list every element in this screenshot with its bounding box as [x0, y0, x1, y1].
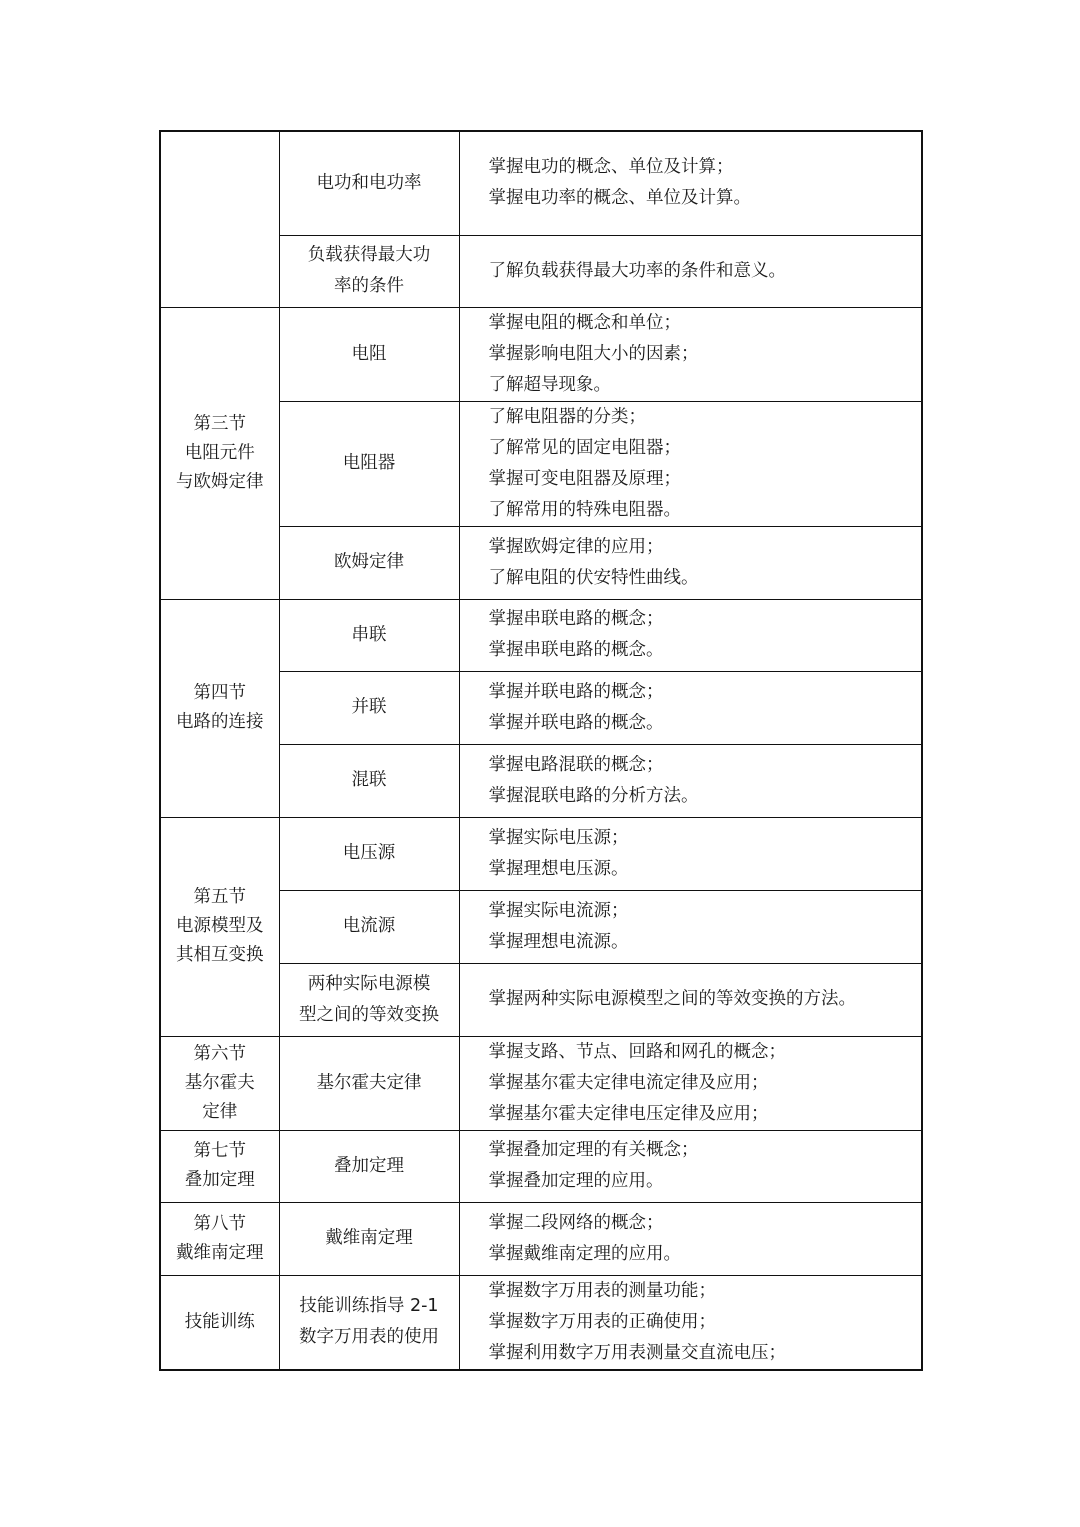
topic-cell [279, 1036, 459, 1130]
text-line: 基尔霍夫定律 [316, 1072, 422, 1093]
topic-cell [279, 817, 459, 890]
text-line: 与欧姆定律 [176, 471, 264, 492]
requirement-cell [459, 235, 922, 307]
requirement-cell [459, 526, 922, 599]
section-cell [160, 817, 279, 1036]
text-line: 技能训练 [184, 1311, 255, 1332]
text-line: 掌握并联电路的概念。 [488, 712, 664, 733]
topic-cell [279, 599, 459, 671]
section-cell [160, 599, 279, 817]
text-line: 掌握可变电阻器及原理； [488, 468, 681, 489]
text-line: 掌握电路混联的概念； [488, 754, 664, 775]
text-line: 第七节 [193, 1141, 246, 1161]
text-line: 第八节 [193, 1213, 246, 1234]
text-line: 电阻 [351, 343, 387, 364]
text-line: 掌握电功的概念、单位及计算； [488, 157, 734, 178]
text-line: 电源模型及 [176, 916, 264, 936]
text-line: 型之间的等效变换 [299, 1004, 439, 1025]
text-line: 掌握数字万用表的测量功能； [488, 1280, 716, 1301]
text-line: 叠加定理 [334, 1155, 404, 1176]
topic-cell [279, 890, 459, 963]
syllabus-body [160, 131, 922, 1370]
topic-cell [279, 235, 459, 307]
text-line: 数字万用表的使用 [299, 1327, 439, 1347]
text-line: 戴维南定理 [176, 1242, 264, 1263]
topic-cell [279, 963, 459, 1036]
table-row [160, 307, 922, 401]
table-row [160, 599, 922, 671]
requirement-cell [459, 671, 922, 744]
text-line: 负载获得最大功 [307, 245, 431, 265]
text-line: 掌握并联电路的概念； [488, 681, 664, 702]
text-line: 欧姆定律 [334, 552, 404, 572]
topic-cell [279, 401, 459, 526]
requirement-cell [459, 131, 922, 235]
table-row [160, 1275, 922, 1370]
text-line: 第六节 [193, 1043, 246, 1064]
table-row [160, 1036, 922, 1130]
text-line: 电阻元件 [184, 442, 255, 463]
topic-cell [279, 526, 459, 599]
text-line: 其相互变换 [176, 945, 264, 965]
text-line: 掌握实际电压源； [488, 827, 629, 848]
text-line: 电流源 [342, 916, 396, 936]
section-cell [160, 1130, 279, 1202]
requirement-cell [459, 401, 922, 526]
text-line: 第三节 [193, 413, 246, 434]
text-line: 掌握数字万用表的正确使用； [488, 1311, 716, 1332]
topic-cell [279, 744, 459, 817]
topic-cell [279, 1275, 459, 1370]
text-line: 电阻器 [342, 453, 396, 473]
text-line: 掌握两种实际电源模型之间的等效变换的方法。 [488, 989, 856, 1009]
text-line: 电功和电功率 [316, 172, 422, 193]
text-line: 了解电阻器的分类； [488, 406, 646, 427]
text-line: 掌握基尔霍夫定律电压定律及应用； [488, 1103, 769, 1124]
text-line: 并联 [351, 697, 387, 717]
requirement-cell [459, 744, 922, 817]
text-line: 定律 [202, 1101, 238, 1122]
text-line: 掌握电阻的概念和单位； [488, 312, 681, 333]
text-line: 率的条件 [334, 276, 404, 296]
text-line: 戴维南定理 [325, 1228, 413, 1248]
text-line: 掌握电功率的概念、单位及计算。 [488, 188, 751, 209]
text-line: 掌握影响电阻大小的因素； [488, 343, 699, 364]
text-line: 电压源 [342, 843, 396, 863]
text-line: 了解常见的固定电阻器； [488, 437, 681, 458]
requirement-cell [459, 1036, 922, 1130]
table-row [160, 1130, 922, 1202]
section-cell [160, 307, 279, 599]
text-line: 第四节 [193, 683, 246, 703]
topic-cell [279, 1130, 459, 1202]
text-line: 基尔霍夫 [184, 1072, 255, 1093]
requirement-cell [459, 963, 922, 1036]
text-line: 了解超导现象。 [488, 374, 611, 395]
table-row [160, 817, 922, 890]
text-line: 了解电阻的伏安特性曲线。 [488, 567, 699, 588]
text-line: 掌握理想电压源。 [488, 858, 629, 879]
syllabus-table [159, 130, 923, 1371]
requirement-cell [459, 817, 922, 890]
requirement-cell [459, 1130, 922, 1202]
text-line: 掌握欧姆定律的应用； [488, 536, 664, 557]
text-line: 掌握叠加定理的有关概念； [488, 1140, 699, 1160]
table-row [160, 131, 922, 235]
section-cell [160, 1036, 279, 1130]
text-line: 掌握叠加定理的应用。 [488, 1171, 664, 1191]
text-line: 技能训练指导 2-1 [299, 1296, 439, 1316]
topic-cell [279, 131, 459, 235]
text-line: 掌握二段网络的概念； [488, 1212, 664, 1233]
topic-cell [279, 307, 459, 401]
text-line: 叠加定理 [184, 1170, 255, 1190]
text-line: 掌握串联电路的概念； [488, 609, 664, 629]
text-line: 了解常用的特殊电阻器。 [488, 499, 681, 520]
section-cell [160, 1202, 279, 1275]
text-line: 掌握实际电流源； [488, 900, 629, 921]
text-line: 串联 [351, 624, 387, 645]
text-line: 掌握支路、节点、回路和网孔的概念； [488, 1041, 786, 1062]
text-line: 第五节 [193, 887, 246, 907]
text-line: 两种实际电源模 [307, 973, 431, 994]
text-line: 掌握串联电路的概念。 [488, 640, 664, 660]
text-line: 了解负载获得最大功率的条件和意义。 [488, 260, 786, 281]
requirement-cell [459, 890, 922, 963]
text-line: 掌握混联电路的分析方法。 [488, 785, 699, 806]
text-line: 电路的连接 [176, 712, 264, 732]
section-cell [160, 1275, 279, 1370]
requirement-cell [459, 1275, 922, 1370]
requirement-cell [459, 599, 922, 671]
text-line: 掌握基尔霍夫定律电流定律及应用； [488, 1072, 769, 1093]
text-line: 掌握理想电流源。 [488, 931, 629, 952]
topic-cell [279, 1202, 459, 1275]
text-line: 掌握戴维南定理的应用。 [488, 1243, 681, 1264]
topic-cell [279, 671, 459, 744]
requirement-cell [459, 307, 922, 401]
requirement-cell [459, 1202, 922, 1275]
text-line: 混联 [351, 770, 387, 790]
text-line: 掌握利用数字万用表测量交直流电压； [488, 1342, 786, 1363]
table-row [160, 1202, 922, 1275]
section-cell [160, 131, 279, 307]
